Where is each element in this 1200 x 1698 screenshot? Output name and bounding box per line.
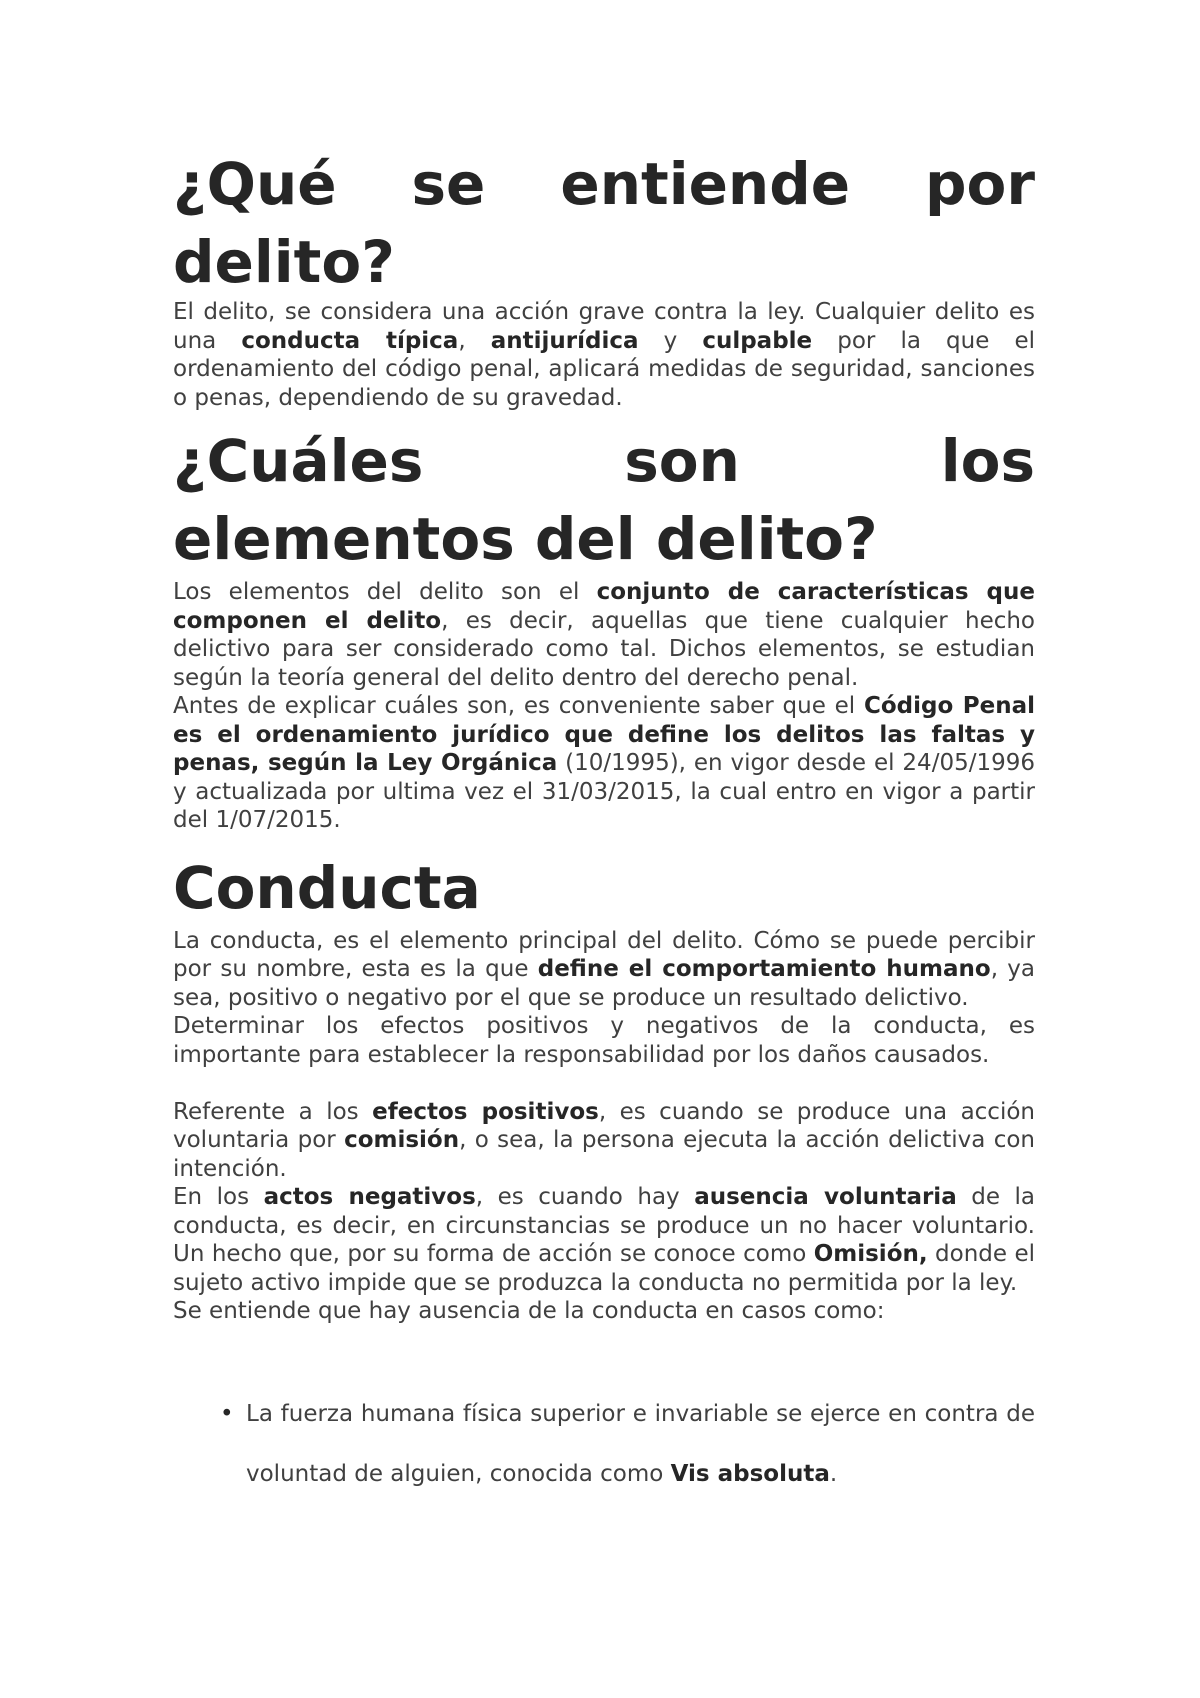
text-run: , o sea, la persona ejecuta la acción delictiva con intención. xyxy=(173,1127,1035,1182)
text-run: En los xyxy=(173,1184,264,1210)
paragraph-conducta xyxy=(173,927,1035,1013)
bold-run: Omisión, xyxy=(813,1241,928,1267)
text-run: Determinar los efectos positivos y negativos de la conducta, es importante para establecer la responsabilidad por los daños causados. xyxy=(173,1013,1035,1068)
text-run: Se entiende que hay ausencia de la conducta en casos como: xyxy=(173,1298,885,1324)
bullet-list xyxy=(173,1384,1035,1504)
text-run: Los elementos del delito son el xyxy=(173,579,597,605)
text-run: (10/1995), en vigor desde el 24/05/1996 y actualizada por ultima vez el 31/03/2015, la cual entro en vigor a partir del 1/07/2015. xyxy=(173,750,1035,833)
document-page xyxy=(173,145,1035,1504)
heading-elementos-delito: ¿Cuáles son los elementos del delito? xyxy=(173,427,1035,573)
bold-run: Código Penal es el ordenamiento jurídico que define los delitos las faltas y penas, según la Ley Orgánica xyxy=(173,693,1035,776)
paragraph-actos-negativos xyxy=(173,1183,1035,1297)
text-run: , es cuando hay xyxy=(475,1184,695,1210)
bold-run: conducta típica xyxy=(241,327,459,354)
text-run: Antes de explicar cuáles son, es conveniente saber que el xyxy=(173,693,864,719)
text-run: donde el sujeto activo impide que se produzca la conducta no permitida por la ley. xyxy=(173,1241,1035,1296)
bold-run: comisión xyxy=(344,1127,460,1153)
text-run: , es cuando se produce una acción voluntaria por xyxy=(173,1098,1035,1153)
bold-run: actos negativos xyxy=(263,1184,476,1210)
text-run: . xyxy=(829,1460,838,1487)
bold-run: antijurídica xyxy=(490,327,639,354)
paragraph-codigo-penal xyxy=(173,692,1035,835)
paragraph-elementos xyxy=(173,578,1035,692)
text-run: y xyxy=(638,327,703,354)
bold-run: Vis absoluta xyxy=(670,1460,830,1487)
bold-run: efectos positivos xyxy=(372,1098,599,1125)
text-run: El delito, se considera una acción grave contra la ley. Cualquier delito es una xyxy=(173,299,1035,354)
list-item xyxy=(173,1384,1035,1504)
blank-line xyxy=(173,1069,1035,1098)
heading-que-es-delito: ¿Qué se entiende por delito? xyxy=(173,150,1035,296)
text-run: por la que el ordenamiento del código penal, aplicará medidas de seguridad, sanciones o penas, dependiendo de su gravedad. xyxy=(173,327,1036,411)
text-run: de la conducta, es decir, en circunstancias se produce un no hacer voluntario. Un hecho que, por su forma de acción se conoce como xyxy=(173,1184,1036,1267)
text-run: , xyxy=(458,327,491,354)
text-run: La conducta, es el elemento principal del delito. Cómo se puede percibir por su nombre, esta es la que xyxy=(173,927,1035,982)
bullet-icon: • xyxy=(220,1400,234,1427)
text-run: , es decir, aquellas que tiene cualquier hecho delictivo para ser considerado como tal. Dichos elementos, se estudian según la teoría general del delito dentro del derecho penal. xyxy=(173,607,1036,691)
paragraph-efectos-positivos xyxy=(173,1098,1035,1184)
text-run: Referente a los xyxy=(173,1098,373,1125)
bold-run: conjunto de características que componen el delito xyxy=(173,579,1035,634)
text-run: La fuerza humana física superior e invariable se ejerce en contra de voluntad de alguien, conocida como xyxy=(246,1400,1035,1487)
text-run: , ya sea, positivo o negativo por el que se produce un resultado delictivo. xyxy=(173,956,1035,1011)
paragraph-definicion-delito xyxy=(173,298,1035,412)
bold-run: define el comportamiento humano xyxy=(537,956,991,982)
bold-run: ausencia voluntaria xyxy=(694,1184,957,1210)
paragraph-efectos xyxy=(173,1012,1035,1069)
heading-conducta: Conducta xyxy=(173,853,481,922)
paragraph-ausencia-conducta xyxy=(173,1297,1035,1326)
bold-run: culpable xyxy=(702,327,813,354)
